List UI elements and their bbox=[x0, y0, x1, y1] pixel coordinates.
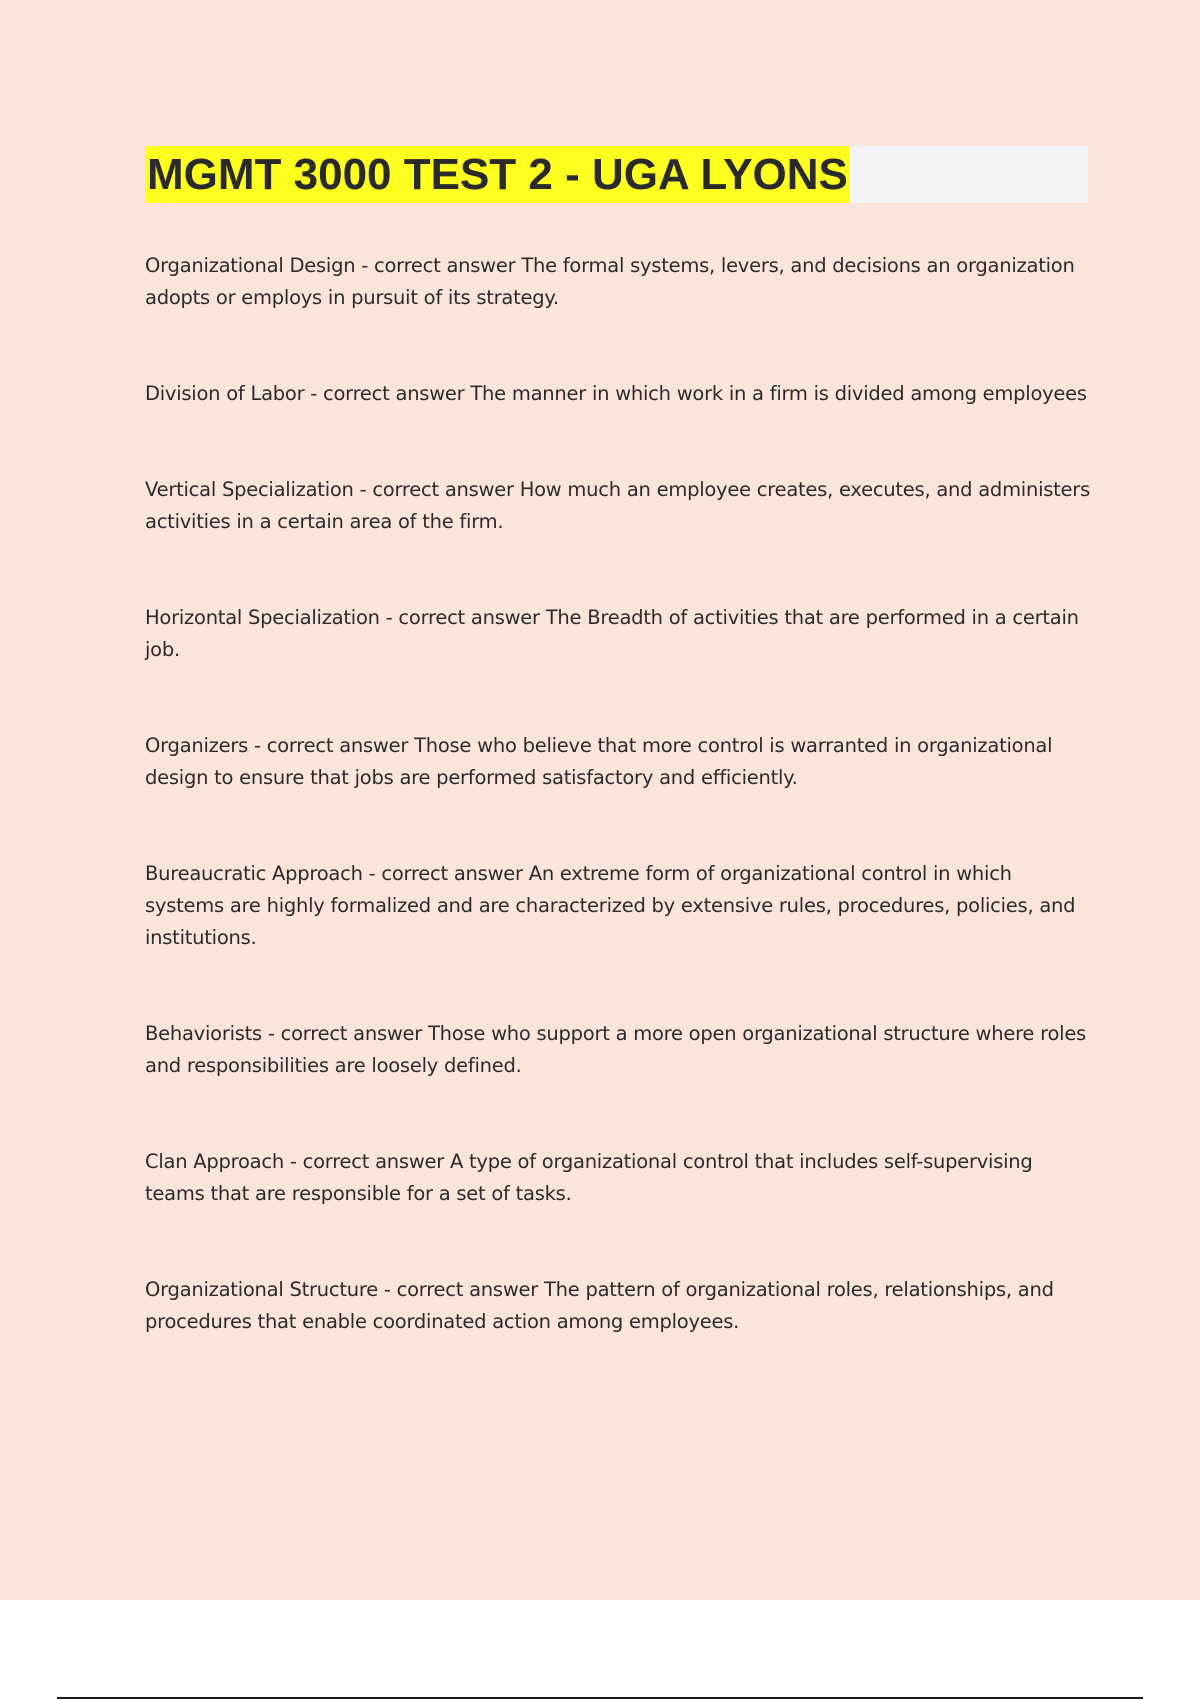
definition-entry-bureaucratic-approach: Bureaucratic Approach - correct answer An extreme form of organizational control in which systems are highly formalized and are characterized by extensive rules, procedures, policies, and institutions. bbox=[145, 862, 1076, 949]
footer-divider bbox=[57, 1697, 1143, 1699]
definition-entry-horizontal-specialization: Horizontal Specialization - correct answer The Breadth of activities that are performed in a certain job. bbox=[145, 606, 1079, 661]
page-title: MGMT 3000 TEST 2 - UGA LYONS bbox=[145, 146, 850, 203]
definition-entry-division-of-labor: Division of Labor - correct answer The manner in which work in a firm is divided among employees bbox=[145, 382, 1087, 405]
definition-entry-clan-approach: Clan Approach - correct answer A type of organizational control that includes self-supervising teams that are responsible for a set of tasks. bbox=[145, 1150, 1033, 1205]
definition-entry-organizational-design: Organizational Design - correct answer The formal systems, levers, and decisions an organization adopts or employs in pursuit of its strategy. bbox=[145, 254, 1075, 309]
definition-entry-behaviorists: Behaviorists - correct answer Those who support a more open organizational structure where roles and responsibilities are loosely defined. bbox=[145, 1022, 1086, 1077]
definition-entry-vertical-specialization: Vertical Specialization - correct answer How much an employee creates, executes, and administers activities in a certain area of the firm. bbox=[145, 478, 1090, 533]
definition-entry-organizers: Organizers - correct answer Those who believe that more control is warranted in organizational design to ensure that jobs are performed satisfactory and efficiently. bbox=[145, 734, 1053, 789]
title-row bbox=[145, 146, 1088, 203]
definition-entry-organizational-structure: Organizational Structure - correct answer The pattern of organizational roles, relationships, and procedures that enable coordinated action among employees. bbox=[145, 1278, 1054, 1333]
definition-list bbox=[145, 250, 1090, 1402]
